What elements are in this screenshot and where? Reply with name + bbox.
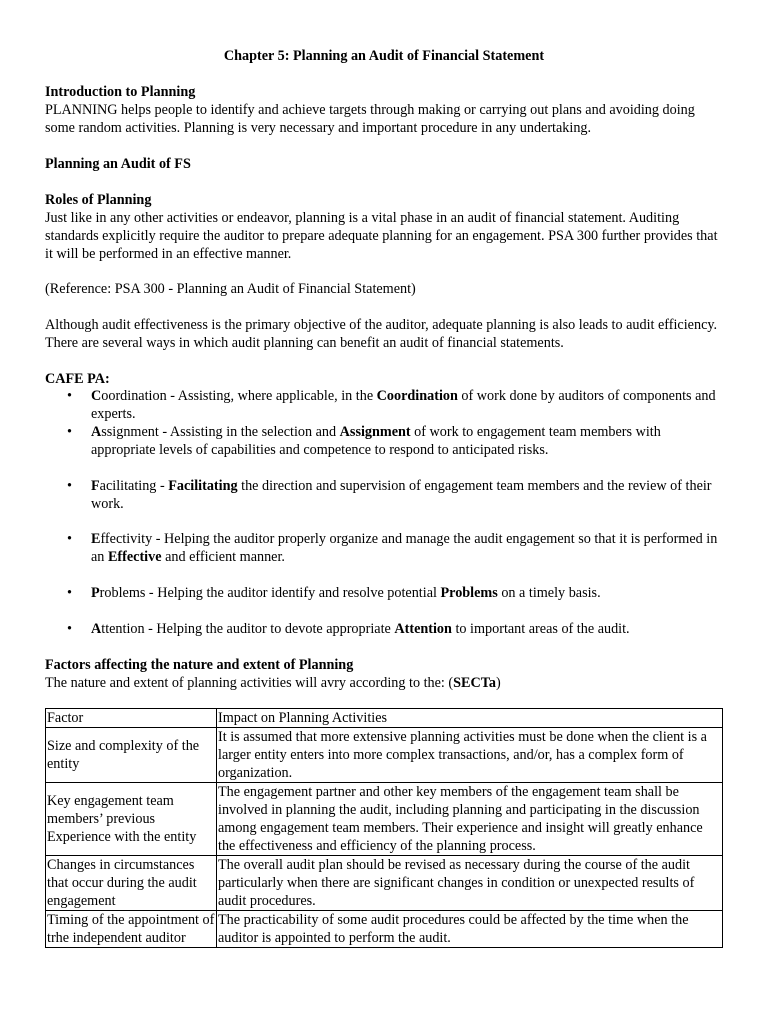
roles-heading: Roles of Planning — [45, 192, 152, 208]
table-row — [46, 856, 723, 911]
bullet-icon: • — [67, 585, 72, 601]
cafe-item: • Effectivity - Helping the auditor properly organize and manage the audit engagement so that it is performed in an Effective and efficient manner. — [67, 531, 718, 565]
table-cell-impact: The overall audit plan should be revised as necessary during the course of the audit particularly when there are significant changes in condition or unexpected results of audit procedures. — [217, 856, 723, 911]
cafe-item: • Problems - Helping the auditor identify and resolve potential Problems on a timely basis. — [67, 585, 601, 601]
roles-section — [45, 191, 725, 263]
cafe-heading: CAFE PA: — [45, 371, 110, 387]
bullet-icon: • — [67, 621, 72, 637]
cafe-item: • Coordination - Assisting, where applicable, in the Coordination of work done by auditors of components and experts. — [67, 388, 716, 422]
table-row — [46, 911, 723, 948]
bullet-icon: • — [67, 531, 72, 547]
table-cell-impact: The engagement partner and other key members of the engagement team shall be involved in planning the audit, including planning and participating in the discussion among engagement team members. Their experience and insight will greatly enhance the effectiveness and efficiency of the planning process. — [217, 783, 723, 856]
table-cell-factor: Changes in circumstances that occur during the audit engagement — [46, 856, 217, 911]
table-cell-impact: The practicability of some audit procedures could be affected by the time when the auditor is appointed to perform the audit. — [217, 911, 723, 948]
roles-text: Just like in any other activities or endeavor, planning is a vital phase in an audit of financial statement. Auditing standards explicitly require the auditor to prepare adequate planning for an engagement. PSA 300 further provides that it will be performed in an effective manner. — [45, 210, 718, 262]
fs-heading: Planning an Audit of FS — [45, 156, 191, 172]
page-title: Chapter 5: Planning an Audit of Financial Statement — [223, 48, 545, 64]
intro-section — [45, 83, 725, 137]
factors-table — [45, 708, 723, 948]
intro-heading: Introduction to Planning — [45, 84, 196, 100]
table-row — [46, 728, 723, 783]
table-header-cell: Impact on Planning Activities — [217, 709, 723, 728]
cafe-item: • Attention - Helping the auditor to devote appropriate Attention to important areas of the audit. — [67, 621, 630, 637]
table-header-row — [46, 709, 723, 728]
table-cell-factor: Size and complexity of the entity — [46, 728, 217, 783]
table-row — [46, 783, 723, 856]
table-cell-factor: Timing of the appointment of trhe independent auditor — [46, 911, 217, 948]
bullet-icon: • — [67, 388, 72, 404]
factors-heading: Factors affecting the nature and extent of Planning — [45, 657, 354, 673]
table-header-cell: Factor — [46, 709, 217, 728]
bullet-icon: • — [67, 424, 72, 440]
factors-intro: The nature and extent of planning activities will avry according to the: (SECTa) — [45, 675, 501, 691]
table-cell-factor: Key engagement team members’ previous Experience with the entity — [46, 783, 217, 856]
reference-text: (Reference: PSA 300 - Planning an Audit of Financial Statement) — [45, 281, 416, 297]
cafe-item: • Facilitating - Facilitating the direction and supervision of engagement team members and the review of their work. — [67, 478, 712, 512]
intro-text: PLANNING helps people to identify and achieve targets through making or carrying out plans and avoiding doing some random activities. Planning is very necessary and important procedure in any undertaking. — [45, 102, 695, 136]
cafe-item: • Assignment - Assisting in the selection and Assignment of work to engagement team members with appropriate levels of capabilities and competence to respond to anticipated risks. — [67, 424, 661, 458]
efficiency-text: Although audit effectiveness is the primary objective of the auditor, adequate planning is also leads to audit efficiency. There are several ways in which audit planning can benefit an audit of financial statements. — [45, 317, 718, 351]
bullet-icon: • — [67, 478, 72, 494]
factors-section — [45, 656, 725, 692]
table-cell-impact: It is assumed that more extensive planning activities must be done when the client is a larger entity enters into more complex transactions, and/or, has a complex form of organization. — [217, 728, 723, 783]
